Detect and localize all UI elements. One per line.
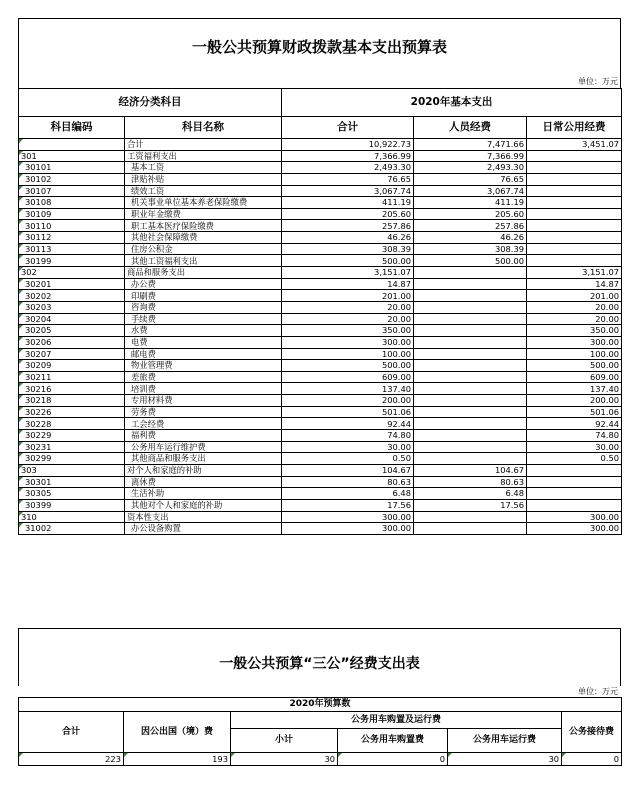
header-abroad: 因公出国（境）费: [124, 712, 231, 753]
cell-total: 500.00: [282, 360, 414, 372]
table-row: [19, 173, 622, 185]
cell-name: 机关事业单位基本养老保险缴费: [125, 197, 282, 209]
cell-daily: 74.80: [527, 430, 622, 442]
cell-total: 201.00: [282, 290, 414, 302]
cell-daily: [527, 255, 622, 267]
cell-personnel: [414, 267, 527, 279]
cell-code: 30399: [19, 499, 125, 511]
table-row: [19, 476, 622, 488]
cell-total: 3,151.07: [282, 267, 414, 279]
table-row: [19, 430, 622, 442]
cell-name: 绩效工资: [125, 185, 282, 197]
cell-name: 工资福利支出: [125, 150, 282, 162]
three-public-expenditure-table: [18, 697, 622, 766]
cell-personnel: 308.39: [414, 243, 527, 255]
cell-personnel: [414, 371, 527, 383]
cell-name: 办公费: [125, 278, 282, 290]
cell-personnel: 104.67: [414, 464, 527, 476]
cell-daily: [527, 162, 622, 174]
cell-daily: [527, 488, 622, 500]
cell-code: 30218: [19, 395, 125, 407]
table-row: [19, 162, 622, 174]
cell-daily: [527, 150, 622, 162]
header-vehicle-group: 公务用车购置及运行费: [231, 712, 562, 729]
cell-code: 30205: [19, 325, 125, 337]
cell-personnel: [414, 348, 527, 360]
cell-daily: [527, 232, 622, 244]
cell-daily: 500.00: [527, 360, 622, 372]
cell-code: 30216: [19, 383, 125, 395]
cell-code: 30202: [19, 290, 125, 302]
cell-personnel: [414, 418, 527, 430]
cell-code: 30102: [19, 173, 125, 185]
cell-code: 30301: [19, 476, 125, 488]
cell-personnel: [414, 511, 527, 523]
cell-code: 30101: [19, 162, 125, 174]
cell-daily: 200.00: [527, 395, 622, 407]
header-subtotal: 小计: [231, 729, 338, 753]
table-row: [19, 267, 622, 279]
table-row: [19, 488, 622, 500]
cell-name: 公务用车运行维护费: [125, 441, 282, 453]
cell-total: 2,493.30: [282, 162, 414, 174]
cell-name: 资本性支出: [125, 511, 282, 523]
cell-code: 30226: [19, 406, 125, 418]
cell-total: 20.00: [282, 301, 414, 313]
cell-total: 17.56: [282, 499, 414, 511]
header-year-group-2: 2020年预算数: [19, 698, 622, 712]
cell-total: 411.19: [282, 197, 414, 209]
header-reception: 公务接待费: [562, 712, 622, 753]
cell-personnel: [414, 441, 527, 453]
table-row: [19, 453, 622, 465]
cell-code: 30109: [19, 208, 125, 220]
cell-personnel: [414, 383, 527, 395]
cell-personnel: 46.26: [414, 232, 527, 244]
cell-daily: 350.00: [527, 325, 622, 337]
cell-daily: [527, 208, 622, 220]
cell-total: 80.63: [282, 476, 414, 488]
table-row: [19, 301, 622, 313]
table-row: [19, 406, 622, 418]
cell-daily: 300.00: [527, 511, 622, 523]
budget-rows: [19, 139, 622, 535]
cell-total: 104.67: [282, 464, 414, 476]
table-row: [19, 383, 622, 395]
cell-code: 30228: [19, 418, 125, 430]
table-row: [19, 220, 622, 232]
cell-total: 137.40: [282, 383, 414, 395]
cell-code: 30229: [19, 430, 125, 442]
table-row: [19, 208, 622, 220]
cell-code: 30299: [19, 453, 125, 465]
cell-total: 300.00: [282, 336, 414, 348]
value-total: 223: [19, 753, 124, 766]
cell-code: 30207: [19, 348, 125, 360]
table-row: [19, 255, 622, 267]
cell-total: 76.65: [282, 173, 414, 185]
cell-code: 30107: [19, 185, 125, 197]
cell-name: 住房公积金: [125, 243, 282, 255]
cell-personnel: 205.60: [414, 208, 527, 220]
cell-name: 职工基本医疗保险缴费: [125, 220, 282, 232]
cell-total: 609.00: [282, 371, 414, 383]
cell-total: 7,366.99: [282, 150, 414, 162]
cell-code: 30206: [19, 336, 125, 348]
table-row: [19, 313, 622, 325]
cell-daily: [527, 243, 622, 255]
cell-code: 301: [19, 150, 125, 162]
cell-name: 其他工资福利支出: [125, 255, 282, 267]
value-subtotal: 30: [231, 753, 338, 766]
table-row: [19, 232, 622, 244]
cell-daily: 3,151.07: [527, 267, 622, 279]
cell-total: 6.48: [282, 488, 414, 500]
cell-personnel: [414, 325, 527, 337]
cell-name: 培训费: [125, 383, 282, 395]
cell-daily: 30.00: [527, 441, 622, 453]
cell-name: 职业年金缴费: [125, 208, 282, 220]
cell-total: 500.00: [282, 255, 414, 267]
value-operation: 30: [448, 753, 562, 766]
cell-daily: [527, 476, 622, 488]
cell-name: 手续费: [125, 313, 282, 325]
value-abroad: 193: [124, 753, 231, 766]
cell-name: 离休费: [125, 476, 282, 488]
table-row: [19, 185, 622, 197]
cell-personnel: 500.00: [414, 255, 527, 267]
cell-daily: 137.40: [527, 383, 622, 395]
header-name: 科目名称: [125, 117, 282, 139]
cell-daily: 20.00: [527, 313, 622, 325]
cell-total: 74.80: [282, 430, 414, 442]
cell-daily: [527, 197, 622, 209]
cell-total: 3,067.74: [282, 185, 414, 197]
cell-daily: [527, 220, 622, 232]
table-row: [19, 418, 622, 430]
cell-personnel: [414, 430, 527, 442]
cell-code: 302: [19, 267, 125, 279]
cell-total: 200.00: [282, 395, 414, 407]
cell-personnel: [414, 336, 527, 348]
table-row: [19, 197, 622, 209]
table-row: [19, 325, 622, 337]
cell-personnel: 3,067.74: [414, 185, 527, 197]
cell-name: 其他商品和服务支出: [125, 453, 282, 465]
cell-total: 20.00: [282, 313, 414, 325]
cell-code: [19, 139, 125, 151]
cell-daily: 501.06: [527, 406, 622, 418]
basic-expenditure-table: [18, 88, 622, 535]
cell-personnel: 17.56: [414, 499, 527, 511]
cell-name: 物业管理费: [125, 360, 282, 372]
cell-total: 100.00: [282, 348, 414, 360]
cell-name: 咨询费: [125, 301, 282, 313]
cell-code: 30211: [19, 371, 125, 383]
cell-code: 30201: [19, 278, 125, 290]
cell-daily: 14.87: [527, 278, 622, 290]
cell-name: 福利费: [125, 430, 282, 442]
cell-code: 31002: [19, 523, 125, 535]
table-row: [19, 499, 622, 511]
cell-name: 工会经费: [125, 418, 282, 430]
cell-total: 501.06: [282, 406, 414, 418]
table-row: [19, 139, 622, 151]
value-reception: 0: [562, 753, 622, 766]
cell-code: 310: [19, 511, 125, 523]
cell-name: 差旅费: [125, 371, 282, 383]
cell-code: 30203: [19, 301, 125, 313]
cell-code: 30305: [19, 488, 125, 500]
cell-total: 205.60: [282, 208, 414, 220]
cell-total: 300.00: [282, 511, 414, 523]
cell-name: 津贴补贴: [125, 173, 282, 185]
budget-table-unit: 单位：万元: [578, 77, 618, 86]
cell-total: 46.26: [282, 232, 414, 244]
table-row: [19, 336, 622, 348]
cell-code: 30112: [19, 232, 125, 244]
budget-table-title: 一般公共预算财政拨款基本支出预算表: [18, 18, 621, 88]
table-row: [19, 348, 622, 360]
cell-personnel: [414, 301, 527, 313]
cell-code: 30199: [19, 255, 125, 267]
cell-personnel: [414, 313, 527, 325]
table-row: [19, 441, 622, 453]
cell-personnel: [414, 395, 527, 407]
cell-daily: 20.00: [527, 301, 622, 313]
cell-personnel: 6.48: [414, 488, 527, 500]
cell-personnel: 80.63: [414, 476, 527, 488]
cell-daily: [527, 499, 622, 511]
header-year-group: 2020年基本支出: [282, 89, 622, 117]
cell-personnel: [414, 453, 527, 465]
cell-daily: [527, 464, 622, 476]
cell-name: 劳务费: [125, 406, 282, 418]
cell-personnel: 257.86: [414, 220, 527, 232]
cell-name: 邮电费: [125, 348, 282, 360]
cell-personnel: 411.19: [414, 197, 527, 209]
cell-personnel: [414, 290, 527, 302]
cell-name: 办公设备购置: [125, 523, 282, 535]
table-row: [19, 360, 622, 372]
cell-daily: 3,451.07: [527, 139, 622, 151]
cell-name: 其他社会保障缴费: [125, 232, 282, 244]
cell-code: 30110: [19, 220, 125, 232]
header-total: 合计: [282, 117, 414, 139]
cell-code: 30209: [19, 360, 125, 372]
table-row: [19, 243, 622, 255]
cell-name: 合计: [125, 139, 282, 151]
cell-daily: [527, 185, 622, 197]
cell-code: 30231: [19, 441, 125, 453]
table-row: [19, 278, 622, 290]
header-code: 科目编码: [19, 117, 125, 139]
value-purchase: 0: [338, 753, 448, 766]
cell-daily: 201.00: [527, 290, 622, 302]
cell-total: 308.39: [282, 243, 414, 255]
cell-total: 350.00: [282, 325, 414, 337]
cell-name: 商品和服务支出: [125, 267, 282, 279]
cell-daily: 300.00: [527, 523, 622, 535]
header-purchase: 公务用车购置费: [338, 729, 448, 753]
three-public-table-unit: 单位：万元: [578, 687, 618, 696]
cell-total: 10,922.73: [282, 139, 414, 151]
cell-name: 对个人和家庭的补助: [125, 464, 282, 476]
header-category-group: 经济分类科目: [19, 89, 282, 117]
header-personnel: 人员经费: [414, 117, 527, 139]
three-public-table-title: 一般公共预算“三公”经费支出表: [18, 628, 621, 686]
cell-personnel: [414, 523, 527, 535]
cell-total: 257.86: [282, 220, 414, 232]
cell-daily: 92.44: [527, 418, 622, 430]
table-row: [19, 464, 622, 476]
cell-code: 30204: [19, 313, 125, 325]
cell-personnel: [414, 406, 527, 418]
cell-personnel: 2,493.30: [414, 162, 527, 174]
cell-daily: 609.00: [527, 371, 622, 383]
header-total-2: 合计: [19, 712, 124, 753]
header-operation: 公务用车运行费: [448, 729, 562, 753]
header-daily: 日常公用经费: [527, 117, 622, 139]
cell-daily: 100.00: [527, 348, 622, 360]
cell-total: 14.87: [282, 278, 414, 290]
cell-personnel: 76.65: [414, 173, 527, 185]
table-row: [19, 150, 622, 162]
cell-name: 基本工资: [125, 162, 282, 174]
cell-daily: [527, 173, 622, 185]
cell-personnel: [414, 360, 527, 372]
cell-personnel: 7,366.99: [414, 150, 527, 162]
table-row: [19, 290, 622, 302]
table-row: [19, 511, 622, 523]
cell-total: 0.50: [282, 453, 414, 465]
cell-daily: 0.50: [527, 453, 622, 465]
cell-name: 印刷费: [125, 290, 282, 302]
table-row: [19, 395, 622, 407]
cell-name: 生活补助: [125, 488, 282, 500]
cell-code: 30113: [19, 243, 125, 255]
cell-daily: 300.00: [527, 336, 622, 348]
cell-name: 水费: [125, 325, 282, 337]
table-row: [19, 523, 622, 535]
cell-name: 其他对个人和家庭的补助: [125, 499, 282, 511]
cell-total: 300.00: [282, 523, 414, 535]
cell-total: 30.00: [282, 441, 414, 453]
cell-personnel: [414, 278, 527, 290]
cell-code: 30108: [19, 197, 125, 209]
cell-code: 303: [19, 464, 125, 476]
cell-total: 92.44: [282, 418, 414, 430]
table-row: [19, 371, 622, 383]
cell-name: 电费: [125, 336, 282, 348]
cell-name: 专用材料费: [125, 395, 282, 407]
cell-personnel: 7,471.66: [414, 139, 527, 151]
